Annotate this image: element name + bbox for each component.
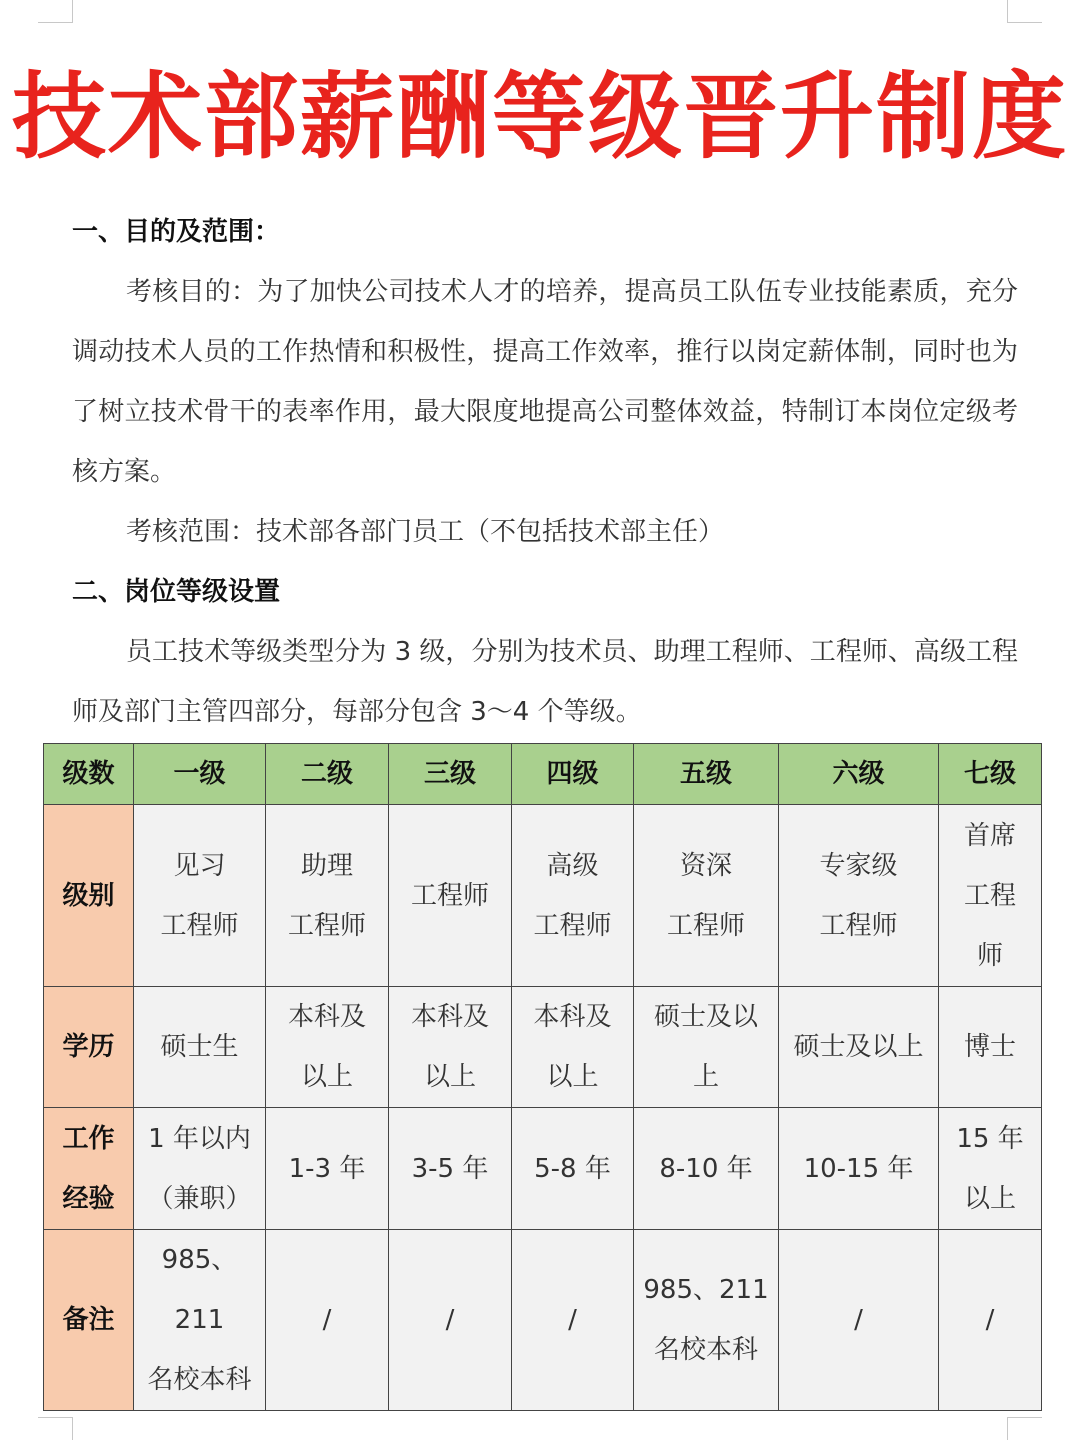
cell-text-line: 资深 xyxy=(679,850,732,881)
cell-text-line: 助理 xyxy=(300,850,353,881)
table-cell xyxy=(389,1230,512,1411)
cell-text-line: / xyxy=(568,1305,577,1335)
cell-text-line: 985、211 xyxy=(643,1275,769,1305)
table-cell xyxy=(134,987,266,1108)
crop-mark-top-right xyxy=(1007,0,1042,23)
row-label-text: 学历 xyxy=(62,1032,115,1062)
crop-mark-bottom-right xyxy=(1007,1417,1042,1440)
cell-text-line: / xyxy=(985,1305,995,1335)
cell-text-line: 工程师 xyxy=(160,910,239,941)
table-cell xyxy=(939,987,1042,1108)
table-cell xyxy=(779,1230,939,1411)
table-cell xyxy=(512,805,634,987)
table-row xyxy=(44,805,1042,987)
cell-text-line: 以上 xyxy=(546,1062,599,1092)
cell-text-line: 工程师 xyxy=(819,910,898,941)
table-row xyxy=(44,1230,1042,1411)
table-cell xyxy=(939,1108,1042,1230)
cell-text-line: 15 年 xyxy=(956,1123,1024,1154)
cell-text-line: 工程师 xyxy=(533,910,612,941)
header-cell-level: 五级 xyxy=(634,744,779,805)
cell-text-line: 5-8 年 xyxy=(534,1153,611,1184)
table-cell xyxy=(779,1108,939,1230)
header-cell-level: 一级 xyxy=(134,744,266,805)
table-cell xyxy=(512,987,634,1108)
row-label-cell xyxy=(44,1230,134,1411)
table-cell xyxy=(634,1108,779,1230)
table-cell xyxy=(779,987,939,1108)
table-cell xyxy=(134,1230,266,1411)
section2-heading: 二、岗位等级设置 xyxy=(72,577,281,607)
document-body xyxy=(72,202,1018,742)
levels-paragraph: 员工技术等级类型分为 3 级，分别为技术员、助理工程师、工程师、高级工程师及部门主管四部分，每部分包含 3～4 个等级。 xyxy=(72,637,1018,727)
table-cell xyxy=(266,805,389,987)
table-row xyxy=(44,1108,1042,1230)
table-row xyxy=(44,987,1042,1108)
row-label-cell xyxy=(44,805,134,987)
cell-text-line: 工程师 xyxy=(666,910,745,941)
header-cell-level: 七级 xyxy=(939,744,1042,805)
cell-text-line: 本科及 xyxy=(287,1002,366,1032)
cell-text-line: 以上 xyxy=(963,1183,1016,1214)
table-cell xyxy=(634,987,779,1108)
cell-text-line: 博士 xyxy=(963,1032,1016,1062)
row-label-text: 工作 xyxy=(62,1123,115,1154)
cell-text-line: 工程 xyxy=(963,880,1016,911)
cell-text-line: 本科及 xyxy=(410,1002,489,1032)
header-cell-level: 六级 xyxy=(779,744,939,805)
table-cell xyxy=(939,1230,1042,1411)
cell-text-line: 10-15 年 xyxy=(803,1153,914,1184)
row-label-text: 经验 xyxy=(62,1183,115,1214)
cell-text-line: 师 xyxy=(976,940,1003,971)
cell-text-line: 8-10 年 xyxy=(659,1153,753,1184)
cell-text-line: 上 xyxy=(692,1062,719,1092)
header-cell-level: 二级 xyxy=(266,744,389,805)
cell-text-line: 专家级 xyxy=(819,850,898,881)
cell-text-line: 硕士及以上 xyxy=(793,1032,924,1062)
header-cell-level: 四级 xyxy=(512,744,634,805)
cell-text-line: 高级 xyxy=(546,850,599,881)
grade-table xyxy=(43,743,1042,1411)
table-cell xyxy=(134,1108,266,1230)
cell-text-line: 名校本科 xyxy=(653,1335,758,1365)
table-cell xyxy=(389,1108,512,1230)
cell-text-line: 名校本科 xyxy=(147,1365,252,1395)
cell-text-line: 3-5 年 xyxy=(411,1153,489,1184)
table-cell xyxy=(512,1230,634,1411)
table-cell xyxy=(389,987,512,1108)
table-cell xyxy=(134,805,266,987)
row-label-cell xyxy=(44,987,134,1108)
purpose-paragraph: 考核目的：为了加快公司技术人才的培养，提高员工队伍专业技能素质，充分调动技术人员的工作热情和积极性，提高工作效率，推行以岗定薪体制，同时也为了树立技术骨干的表率作用，最大限度地提高公司整体效益，特制订本岗位定级考核方案。 xyxy=(72,277,1018,487)
header-cell-label: 级数 xyxy=(44,744,134,805)
cell-text-line: （兼职） xyxy=(147,1183,252,1214)
cell-text-line: / xyxy=(445,1305,455,1335)
table-cell xyxy=(634,805,779,987)
cell-text-line: 硕士及以 xyxy=(653,1002,758,1032)
row-label-text: 级别 xyxy=(62,880,115,911)
crop-mark-bottom-left xyxy=(38,1417,73,1440)
table-cell xyxy=(266,987,389,1108)
table-cell xyxy=(266,1108,389,1230)
table-cell xyxy=(266,1230,389,1411)
crop-mark-top-left xyxy=(38,0,73,23)
cell-text-line: 以上 xyxy=(423,1062,476,1092)
table-cell xyxy=(512,1108,634,1230)
table-cell xyxy=(939,805,1042,987)
cell-text-line: / xyxy=(854,1305,863,1335)
header-cell-level: 三级 xyxy=(389,744,512,805)
cell-text-line: / xyxy=(322,1305,332,1335)
cell-text-line: 1-3 年 xyxy=(288,1153,366,1184)
cell-text-line: 见习 xyxy=(173,850,226,881)
row-label-cell xyxy=(44,1108,134,1230)
table-header-row xyxy=(44,744,1042,805)
page-title: 技术部薪酬等级晋升制度 xyxy=(11,63,1068,172)
row-label-text: 备注 xyxy=(62,1305,115,1335)
table-cell xyxy=(779,805,939,987)
cell-text-line: 1 年以内 xyxy=(148,1123,251,1154)
section1-heading: 一、目的及范围： xyxy=(72,217,281,247)
table-cell xyxy=(634,1230,779,1411)
cell-text-line: 首席 xyxy=(963,820,1016,851)
cell-text-line: 工程师 xyxy=(410,880,489,911)
cell-text-line: 工程师 xyxy=(287,910,366,941)
cell-text-line: 本科及 xyxy=(533,1002,612,1032)
cell-text-line: 985、211 xyxy=(161,1245,238,1335)
cell-text-line: 硕士生 xyxy=(160,1032,239,1062)
cell-text-line: 以上 xyxy=(300,1062,353,1092)
table-cell xyxy=(389,805,512,987)
scope-paragraph: 考核范围：技术部各部门员工（不包括技术部主任） xyxy=(126,517,725,547)
